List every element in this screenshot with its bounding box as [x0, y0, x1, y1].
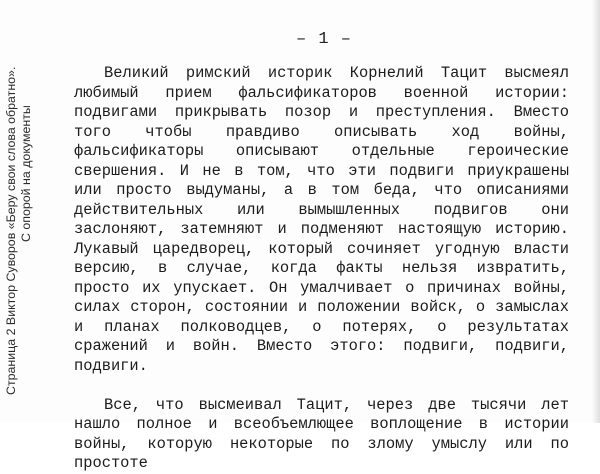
- paragraph-1: Великий римский историк Корнелий Тацит высмеял любимый прием фальсификаторов военной истории: подвигами прикрывать позор и преступления. Вместо того чтобы правдиво описывать ход войны, фальсификаторы описывают отдельные героические свершения. И не в том, что эти подвиги приукрашены или просто выдуманы, а в том беда, что описаниями действительных или вымышленных подвигов они заслоняют, затемняют и подменяют настоящую историю. Лукавый царедворец, который сочиняет угодную власти версию, в случае, когда факты нельзя извратить, просто их упускает. Он умалчивает о причинах войны, силах сторон, состоянии и положении войск, о замыслах и планах полководцев, о потерях, о результатах сражений и войн. Вместо этого: подвиги, подвиги, подвиги.: [74, 64, 569, 375]
- body-text: [74, 64, 569, 474]
- page-edge-shadow: [592, 0, 600, 423]
- side-running-header: [4, 15, 48, 395]
- side-header-line-2: С опорой на документы: [19, 105, 33, 242]
- paragraph-2: Все, что высмеивал Тацит, через две тысячи лет нашло полное и всеобъемлющее воплощение в истории войны, которую некоторые по злому умыслу или по простоте: [74, 395, 569, 472]
- side-header-line-1: Страница 2 Виктор Суворов «Беру свои слова обратно».: [4, 66, 18, 395]
- page-number: – 1 –: [296, 30, 353, 49]
